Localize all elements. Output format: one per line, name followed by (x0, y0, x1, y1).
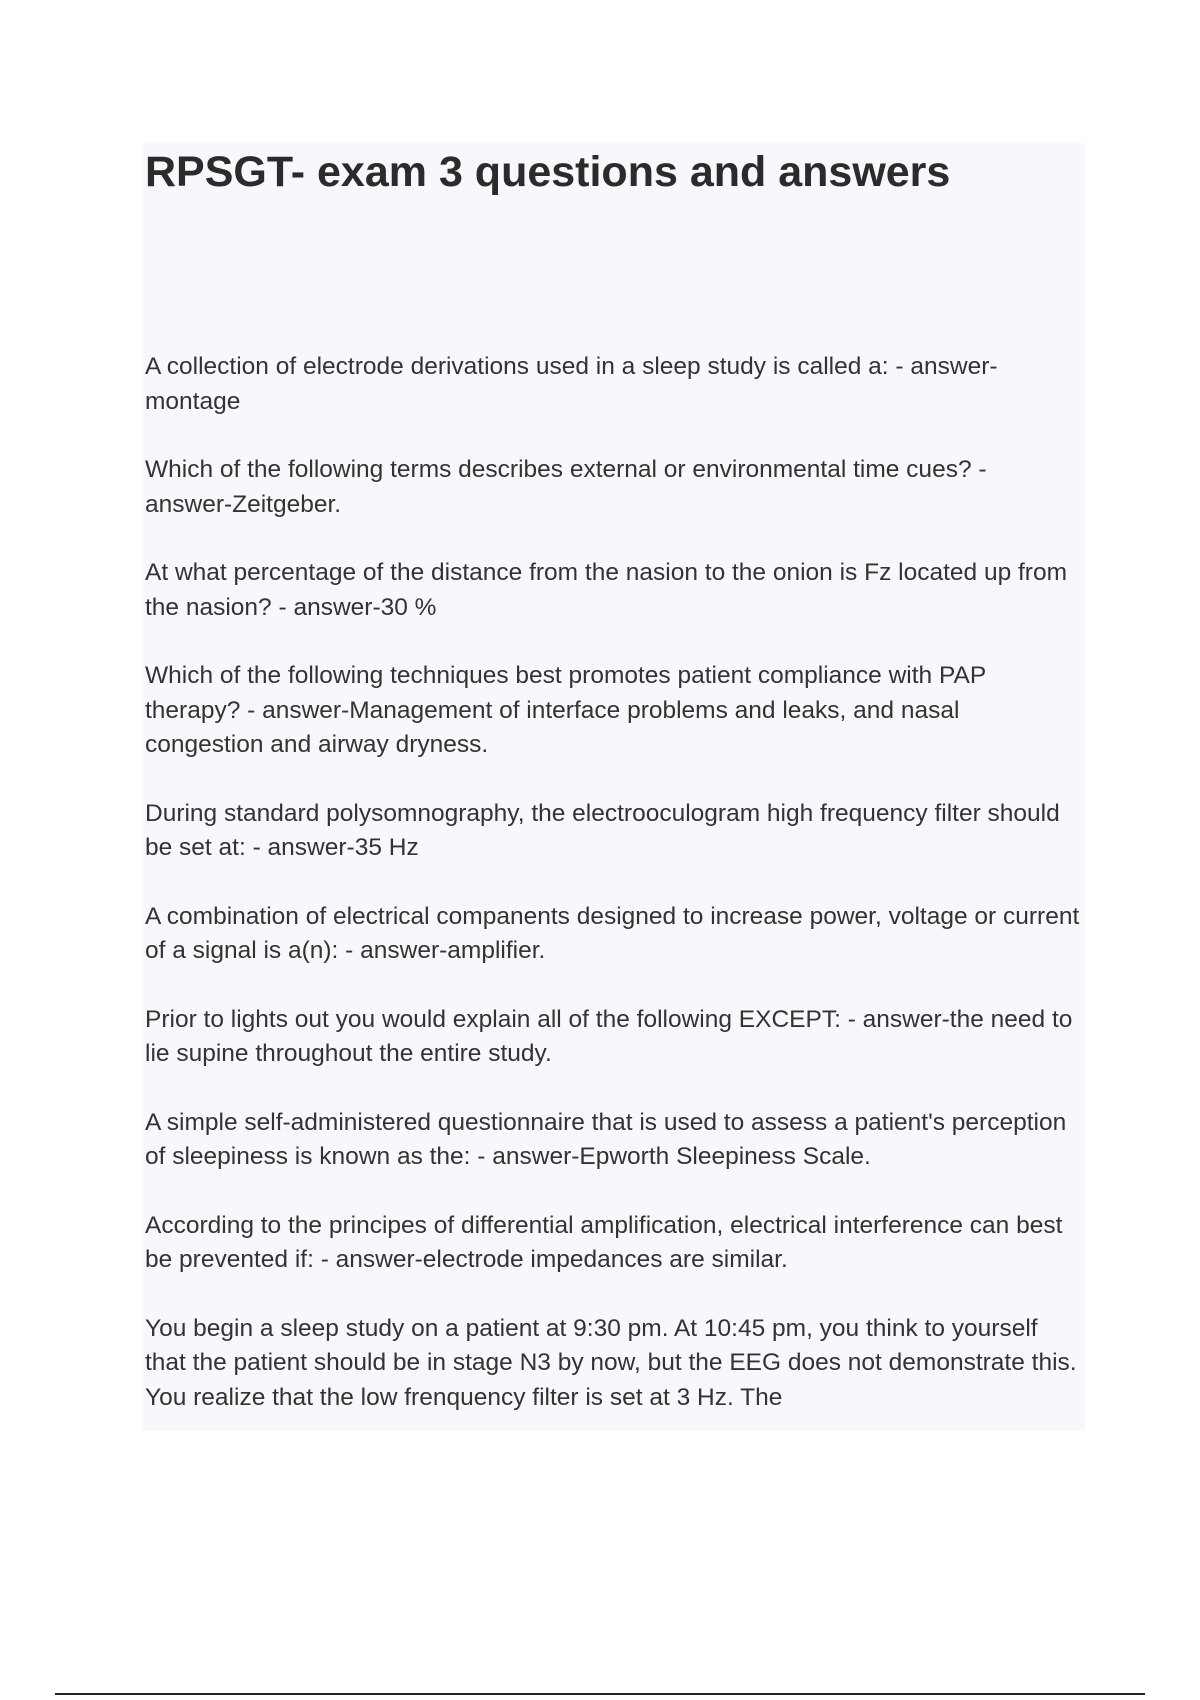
qa-item: Which of the following techniques best promotes patient compliance with PAP therapy? - answer-Management of interface problems and leaks, and nasal congestion and airway dryness. (145, 662, 986, 758)
footer-divider (55, 1693, 1145, 1695)
qa-item: You begin a sleep study on a patient at 9:30 pm. At 10:45 pm, you think to yourself that the patient should be in stage N3 by now, but the EEG does not demonstrate this. You realize that the low frenquency filter is set at 3 Hz. The (145, 1314, 1077, 1411)
qa-item: A simple self-administered questionnaire that is used to assess a patient's perception of sleepiness is known as the: - answer-Epworth Sleepiness Scale. (145, 1108, 1067, 1170)
qa-item: A combination of electrical companents designed to increase power, voltage or current of a signal is a(n): - answer-amplifier. (145, 902, 1080, 964)
qa-item: A collection of electrode derivations used in a sleep study is called a: - answer-montage (145, 353, 998, 415)
qa-item: At what percentage of the distance from the nasion to the onion is Fz located up from the nasion? - answer-30 % (145, 559, 1068, 621)
qa-list (145, 350, 1080, 1415)
qa-item: During standard polysomnography, the electrooculogram high frequency filter should be set at: - answer-35 Hz (145, 799, 1060, 861)
qa-item: Prior to lights out you would explain all of the following EXCEPT: - answer-the need to lie supine throughout the entire study. (145, 1005, 1073, 1067)
qa-item: According to the principes of differential amplification, electrical interference can best be prevented if: - answer-electrode impedances are similar. (145, 1211, 1063, 1273)
qa-item: Which of the following terms describes external or environmental time cues? - answer-Zeitgeber. (145, 456, 987, 518)
page-title: RPSGT- exam 3 questions and answers (145, 148, 951, 196)
